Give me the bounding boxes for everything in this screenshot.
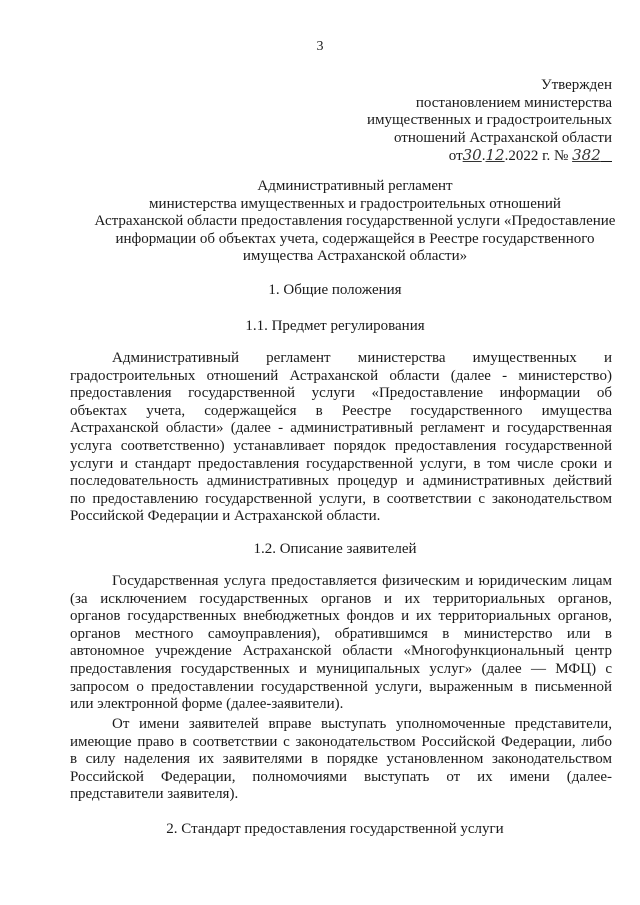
approval-line-1: Утвержден [540,77,612,93]
paragraph-line: Административный регламент министерства имущественных и [112,350,612,366]
paragraph-line: услуга соответственно) устанавливает порядок предоставления государственной [70,437,612,454]
subsection-heading-applicants: 1.2. Описание заявителей [253,541,417,557]
paragraph-line: в силу наделения их заявителями в порядке установленном законодательством [70,751,612,768]
page-number: 3 [316,39,324,54]
paragraph-regulation-subject [70,350,612,526]
title-line-5: имущества Астраханской области» [242,248,468,265]
paragraph-line: автономное учреждение Астраханской области «Многофункциональный центр [70,643,612,660]
date-separator: . [481,148,486,164]
subsection-heading-subject: 1.1. Предмет регулирования [245,318,425,334]
paragraph-line: От имени заявителей вправе выступать уполномоченные представители, [112,716,612,732]
paragraph-line: объектах учета, содержащейся в Реестре государственного имущества [70,402,612,419]
approval-block [367,77,612,165]
paragraph-applicant-representatives [70,716,612,804]
approval-date-line [367,147,612,165]
paragraph-line: Государственная услуга предоставляется физическим и юридическим лицам [112,573,612,589]
section-heading-general: 1. Общие положения [268,282,402,298]
date-prefix: от [448,148,463,164]
date-year-number-label: .2022 г. № [504,148,569,164]
date-day-handwritten: 30 [462,146,482,164]
paragraph-line: или электронной форме (далее-заявители). [70,696,344,713]
title-line-2: министерства имущественных и градостроительных отношений [149,195,561,212]
approval-line-4: отношений Астраханской области [393,129,612,146]
paragraph-line: Российской Федерации и Астраханской области. [70,508,381,525]
paragraph-line: органов государственных внебюджетных фондов и их территориальных органов, [70,608,612,625]
paragraph-line: услуги и стандарт предоставления государственной услуги, в том числе сроки и [70,455,612,472]
paragraph-line: имеющие право в соответствии с законодательством Российской Федерации, либо [70,733,612,750]
paragraph-line: предоставления государственных и муниципальных услуг» (далее — МФЦ) с [70,660,612,677]
paragraph-line: Российской Федерации, полномочиями выступать от их имени (далее- [70,768,612,785]
date-month-handwritten: 12 [485,146,505,164]
section-heading-standard: 2. Стандарт предоставления государственной услуги [166,821,504,837]
title-line-1: Административный регламент [257,178,453,194]
paragraph-applicants-description [70,573,612,714]
paragraph-line: запросом о предоставлении государственной услуги, выраженным в письменной [70,678,612,695]
paragraph-line: представители заявителя). [70,786,239,803]
approval-line-2: постановлением министерства [415,94,612,111]
paragraph-line: предоставления государственной услуги «Предоставление информации об [70,385,612,402]
paragraph-line: Астраханской области» (далее - административный регламент и государственная [70,420,612,437]
paragraph-line: градостроительных отношений Астраханской области (далее - министерство) [70,367,612,384]
approval-line-3: имущественных и градостроительных [366,112,612,128]
document-number-handwritten: 382 [572,146,601,164]
title-line-4: информации об объектах учета, содержащейся в Реестре государственного [115,230,595,247]
paragraph-line: (за исключением государственных органов и их территориальных органов, [70,590,612,607]
document-title [60,178,640,266]
title-line-3: Астраханской области предоставления государственной услуги «Предоставление [94,213,616,230]
paragraph-line: органов местного самоуправления), обратившимся в министерство или в [70,625,612,642]
paragraph-line: по предоставлению государственной услуги, в соответствии с законодательством [70,490,612,507]
paragraph-line: последовательность административных процедур и административных действий [70,473,612,490]
